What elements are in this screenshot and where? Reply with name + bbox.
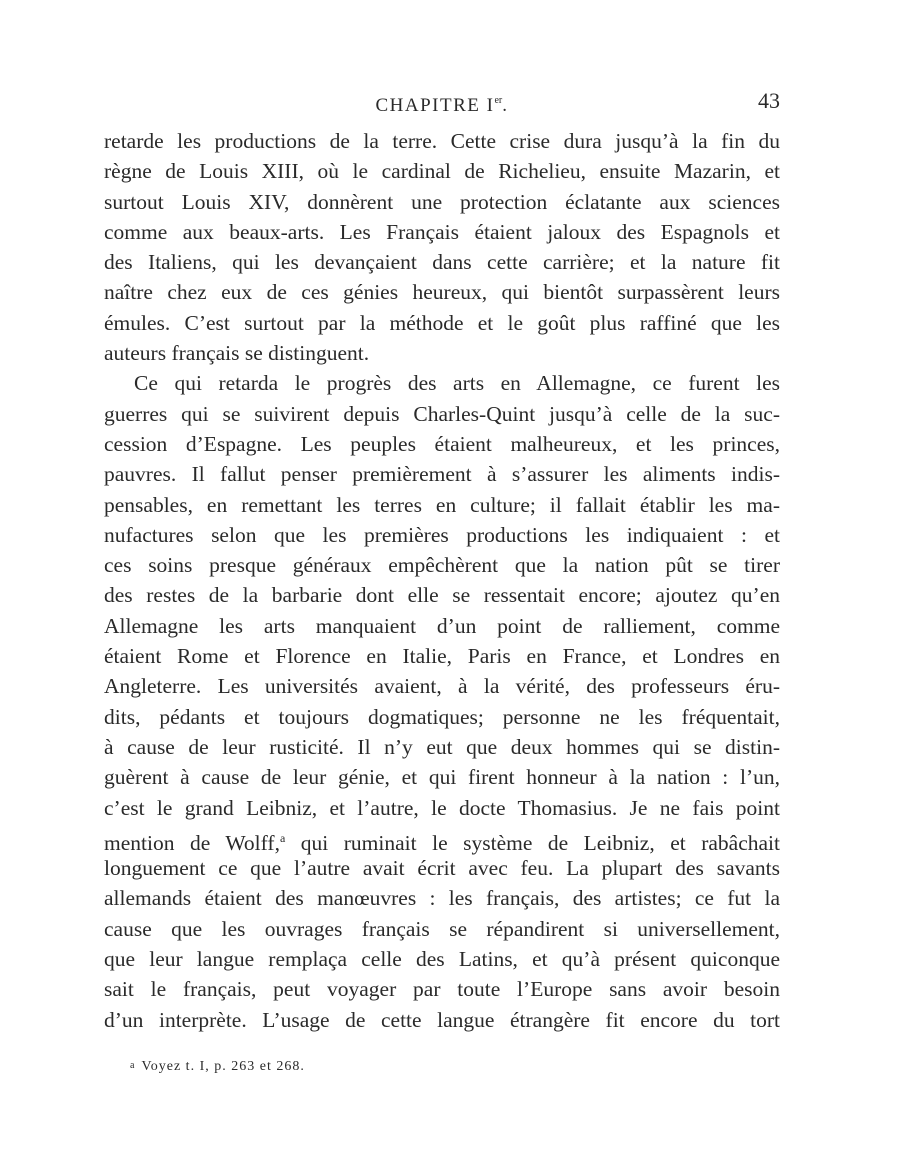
- text-line: des Italiens, qui les devançaient dans cette carrière; et la nature fit: [104, 250, 780, 275]
- text-line: comme aux beaux-arts. Les Français étaient jaloux des Espagnols et: [104, 219, 780, 244]
- chapter-label: CHAPITRE I: [375, 95, 495, 116]
- line-start: mention de Wolff,: [104, 830, 280, 855]
- text-line: pauvres. Il fallut penser premièrement à s’assurer les aliments indis-: [104, 462, 780, 487]
- footnote-mark: a: [130, 1060, 136, 1071]
- text-line: cession d’Espagne. Les peuples étaient malheureux, et les princes,: [104, 431, 780, 456]
- paragraph-end-line: auteurs français se distinguent.: [104, 341, 370, 366]
- text-line: dits, pédants et toujours dogmatiques; personne ne les fréquentait,: [104, 704, 780, 729]
- text-line: que leur langue remplaça celle des Latins, et qu’à présent quiconque: [104, 947, 780, 972]
- text-line: Angleterre. Les universités avaient, à la vérité, des professeurs éru-: [104, 674, 780, 699]
- text-line: émules. C’est surtout par la méthode et le goût plus raffiné que les: [104, 310, 780, 335]
- text-line: Allemagne les arts manquaient d’un point de ralliement, comme: [104, 613, 780, 638]
- text-line: des restes de la barbarie dont elle se ressentait encore; ajoutez qu’en: [104, 583, 780, 608]
- text-line: naître chez eux de ces génies heureux, qui bientôt surpassèrent leurs: [104, 280, 780, 305]
- text-line-with-footnote: [104, 823, 780, 853]
- text-line: guerres qui se suivirent depuis Charles-Quint jusqu’à celle de la suc-: [104, 401, 780, 426]
- body-text: [104, 126, 780, 1035]
- text-line: règne de Louis XIII, où le cardinal de Richelieu, ensuite Mazarin, et: [104, 159, 780, 184]
- text-line: d’un interprète. L’usage de cette langue étrangère fit encore du tort: [104, 1007, 780, 1032]
- chapter-suffix: .: [502, 95, 509, 116]
- text-line: surtout Louis XIV, donnèrent une protection éclatante aux sciences: [104, 189, 780, 214]
- text-line: sait le français, peut voyager par toute l’Europe sans avoir besoin: [104, 977, 780, 1002]
- text-line: nufactures selon que les premières productions les indiquaient : et: [104, 522, 780, 547]
- text-line: guèrent à cause de leur génie, et qui firent honneur à la nation : l’un,: [104, 765, 780, 790]
- text-line: cause que les ouvrages français se répandirent si universellement,: [104, 916, 780, 941]
- footnote-text: Voyez t. I, p. 263 et 268.: [141, 1059, 305, 1074]
- page-number: 43: [758, 88, 780, 113]
- text-line: retarde les productions de la terre. Cette crise dura jusqu’à la fin du: [104, 129, 780, 153]
- chapter-title: [104, 86, 780, 121]
- paragraph-start-line: Ce qui retarda le progrès des arts en Allemagne, ce furent les: [134, 371, 780, 396]
- text-line: ces soins presque généraux empêchèrent que la nation pût se tirer: [104, 553, 780, 578]
- text-line: longuement ce que l’autre avait écrit avec feu. La plupart des savants: [104, 856, 780, 881]
- text-line: étaient Rome et Florence en Italie, Paris en France, et Londres en: [104, 644, 780, 669]
- text-line: c’est le grand Leibniz, et l’autre, le docte Thomasius. Je ne fais point: [104, 795, 780, 820]
- text-line: allemands étaient des manœuvres : les français, des artistes; ce fut la: [104, 886, 780, 911]
- line-end: qui ruminait le système de Leibniz, et rabâchait: [285, 830, 780, 855]
- running-head: [104, 86, 780, 116]
- footnote-reference[interactable]: a: [279, 830, 286, 845]
- footnote: [130, 1056, 305, 1077]
- text-line: pensables, en remettant les terres en culture; il fallait établir les ma-: [104, 492, 780, 517]
- chapter-superscript: er: [494, 95, 503, 106]
- text-line: à cause de leur rusticité. Il n’y eut que deux hommes qui se distin-: [104, 734, 780, 759]
